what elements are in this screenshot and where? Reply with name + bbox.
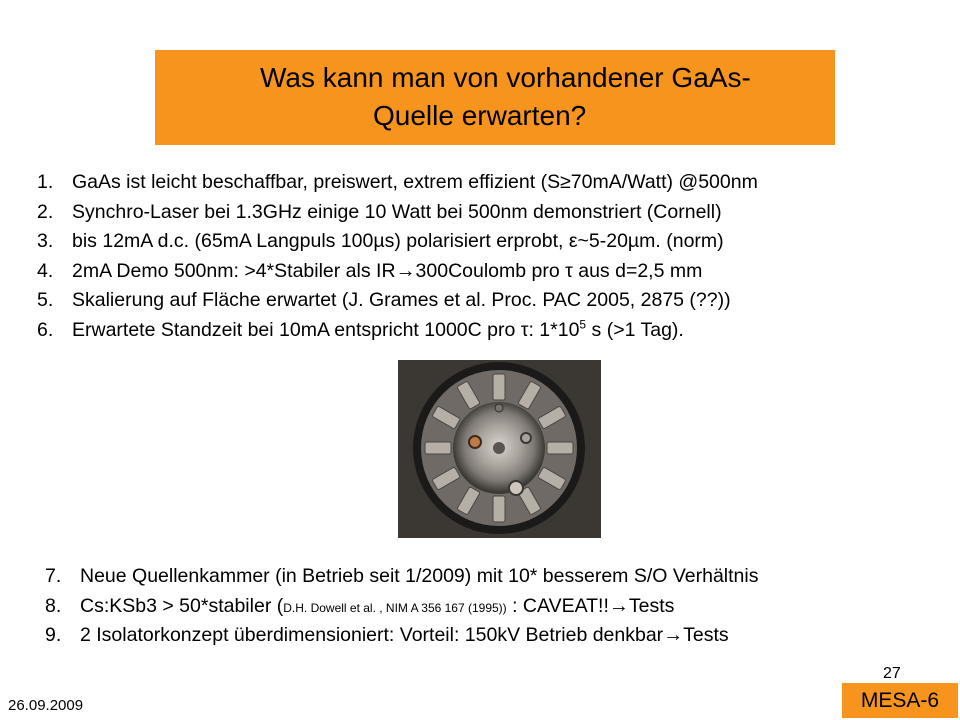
title-box [155, 50, 835, 145]
list-item-number: 9. [45, 624, 62, 646]
text-segment: : CAVEAT!! [506, 594, 609, 617]
arrow-right-icon: → [608, 594, 629, 617]
list-item-text [80, 621, 729, 651]
list-item-number: 8. [45, 594, 62, 617]
project-badge: MESA-6 [842, 683, 958, 718]
arrow-right-icon: → [395, 259, 416, 282]
list-item-text: Skalierung auf Fläche erwartet (J. Grames et al. Proc. PAC 2005, 2875 (??)) [72, 289, 731, 311]
text-segment: Tests [683, 624, 729, 646]
reference-citation: D.H. Dowell et al. , NIM A 356 167 (1995)) [283, 600, 507, 615]
list-item-number: 1. [37, 171, 54, 193]
page-number: 27 [883, 665, 901, 682]
title-line-1: Was kann man von vorhandener GaAs- [260, 62, 751, 93]
superscript: 5 [579, 317, 587, 331]
text-segment: Cs:KSb3 > 50*stabiler ( [80, 594, 284, 617]
list-item-text [72, 257, 702, 287]
arrow-right-icon: → [663, 624, 684, 646]
list-item-number: 6. [37, 318, 54, 341]
list-item-number: 3. [37, 230, 54, 252]
list-item-text [72, 316, 684, 346]
list-item-text: Neue Quellenkammer (in Betrieb seit 1/2009) mit 10* besserem S/O Verhältnis [80, 565, 759, 587]
text-segment: 2 Isolatorkonzept überdimensioniert: Vorteil: 150kV Betrieb denkbar [80, 624, 664, 646]
title-line-2: Quelle erwarten? [373, 100, 587, 131]
source-chamber-photo [398, 360, 601, 538]
list-item-text: bis 12mA d.c. (65mA Langpuls 100µs) polarisiert erprobt, ε~5-20µm. (norm) [72, 230, 724, 252]
list-item-number: 4. [37, 259, 54, 282]
list-item-number: 5. [37, 289, 54, 311]
photo-drawing [398, 360, 601, 538]
text-segment: s (>1 Tag). [586, 318, 684, 341]
list-item-text: Synchro-Laser bei 1.3GHz einige 10 Watt bei 500nm demonstriert (Cornell) [72, 200, 722, 223]
text-segment: 2mA Demo 500nm: >4*Stabiler als IR [72, 259, 396, 282]
slide-date: 26.09.2009 [8, 697, 84, 714]
text-segment: Erwartete Standzeit bei 10mA entspricht 1000C pro τ: 1*10 [72, 318, 580, 341]
text-segment: 300Coulomb pro τ aus d=2,5 mm [415, 259, 703, 282]
list-item-text: GaAs ist leicht beschaffbar, preiswert, extrem effizient (S≥70mA/Watt) @500nm [72, 171, 758, 193]
text-segment: Tests [628, 594, 675, 617]
list-item-text [80, 592, 674, 624]
list-item-number: 7. [45, 565, 62, 587]
list-item-number: 2. [37, 200, 54, 223]
